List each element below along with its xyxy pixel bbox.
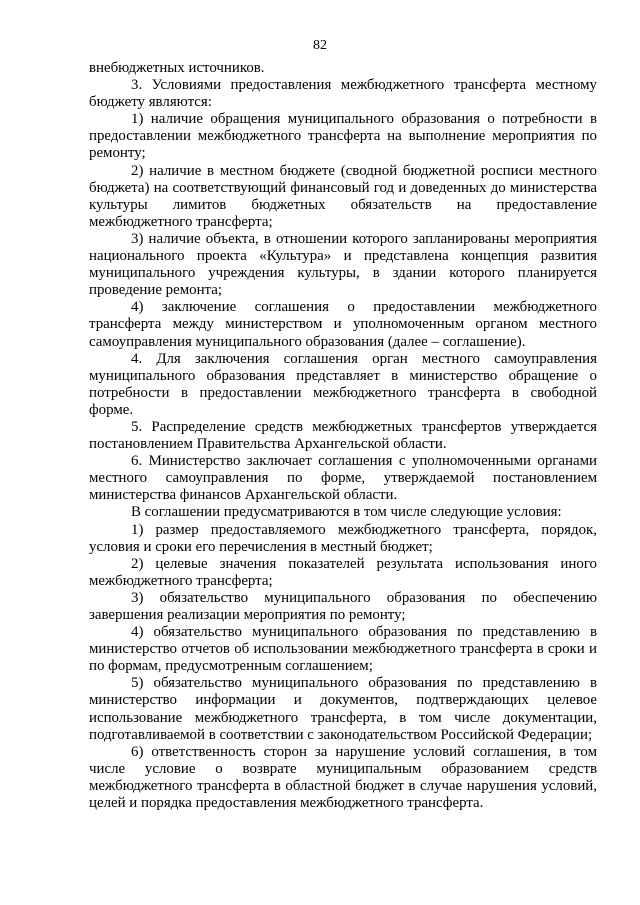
paragraph-condition-1: 1) наличие обращения муниципального образования о потребности в предоставлении межбюджетного трансферта на выполнение мероприятия по ремонту; bbox=[89, 111, 597, 162]
document-body bbox=[89, 60, 597, 812]
paragraph-agreement-term-2: 2) целевые значения показателей результата использования иного межбюджетного трансферта; bbox=[89, 555, 597, 589]
paragraph-condition-2: 2) наличие в местном бюджете (сводной бюджетной росписи местного бюджета) на соответствующий финансовый год и доведенных до министерства культуры лимитов бюджетных обязательств на предоставление межбюджетного трансферта; bbox=[89, 162, 597, 230]
paragraph-agreement-term-3: 3) обязательство муниципального образования по обеспечению завершения реализации мероприятия по ремонту; bbox=[89, 589, 597, 623]
paragraph-item-4: 4. Для заключения соглашения орган местного самоуправления муниципального образования представляет в министерство обращение о потребности в предоставлении межбюджетного трансферта в свободной форме. bbox=[89, 350, 597, 418]
paragraph-agreement-term-5: 5) обязательство муниципального образования по представлению в министерство информации и документов, подтверждающих целевое использование межбюджетного трансферта, в том числе документации, подготавливаемой в соответствии с законодательством Российской Федерации; bbox=[89, 675, 597, 743]
page-number: 82 bbox=[313, 38, 327, 53]
paragraph-condition-3: 3) наличие объекта, в отношении которого запланированы мероприятия национального проекта «Культура» и представлена концепция развития муниципального учреждения культуры, в здании которого планируется проведение ремонта; bbox=[89, 230, 597, 299]
paragraph-condition-4: 4) заключение соглашения о предоставлении межбюджетного трансферта между министерством и уполномоченным органом местного самоуправления муниципального образования (далее – соглашение). bbox=[89, 299, 597, 350]
paragraph-continuation: внебюджетных источников. bbox=[89, 60, 265, 76]
paragraph-item-6: 6. Министерство заключает соглашения с уполномоченными органами местного самоуправления по форме, утверждаемой постановлением министерства финансов Архангельской области. bbox=[89, 453, 597, 504]
paragraph-agreement-intro: В соглашении предусматриваются в том числе следующие условия: bbox=[131, 504, 562, 521]
paragraph-item-5: 5. Распределение средств межбюджетных трансфертов утверждается постановлением Правительства Архангельской области. bbox=[89, 418, 597, 453]
paragraph-agreement-term-4: 4) обязательство муниципального образования по представлению в министерство отчетов об использовании межбюджетного трансферта в сроки и по формам, предусмотренным соглашением; bbox=[89, 624, 597, 675]
paragraph-agreement-term-6: 6) ответственность сторон за нарушение условий соглашения, в том числе условие о возврате муниципальным образованием средств межбюджетного трансферта в областной бюджет в случае нарушения условий, целей и порядка предоставления межбюджетного трансферта. bbox=[89, 743, 597, 812]
paragraph-item-3: 3. Условиями предоставления межбюджетного трансферта местному бюджету являются: bbox=[89, 77, 597, 111]
paragraph-agreement-term-1: 1) размер предоставляемого межбюджетного трансферта, порядок, условия и сроки его перечисления в местный бюджет; bbox=[89, 521, 597, 555]
